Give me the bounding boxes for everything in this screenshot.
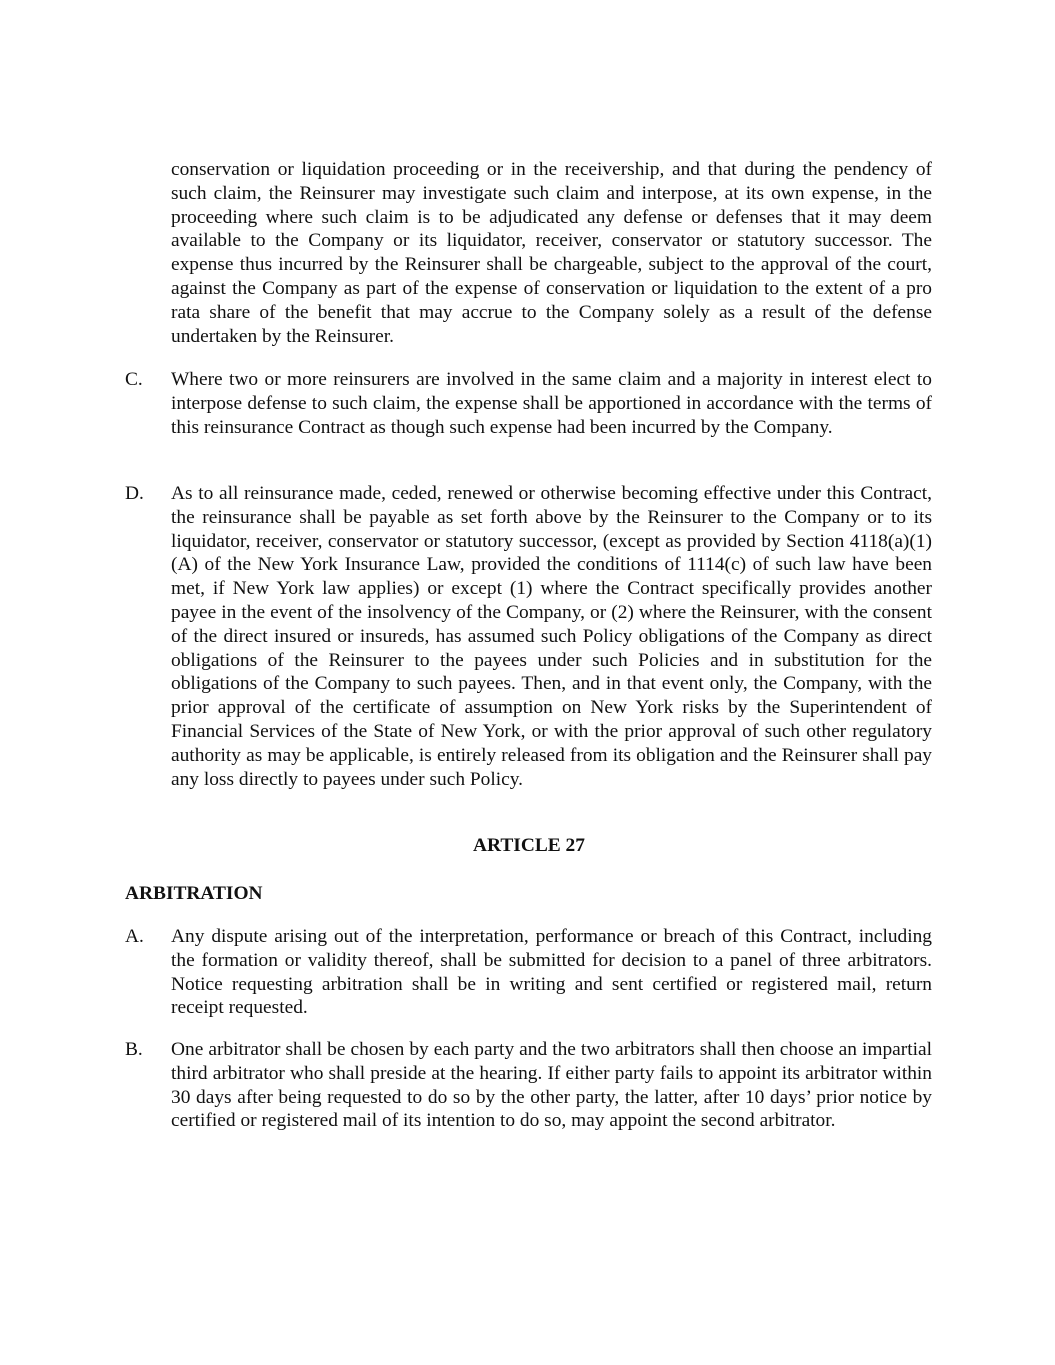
item-letter: B. bbox=[125, 1039, 143, 1060]
list-item-d bbox=[125, 482, 932, 791]
list-item-a bbox=[125, 925, 932, 1020]
article-title: ARBITRATION bbox=[125, 883, 263, 904]
list-item-c bbox=[125, 368, 932, 439]
item-letter: D. bbox=[125, 483, 144, 504]
item-letter: A. bbox=[125, 926, 144, 947]
continued-paragraph: conservation or liquidation proceeding or in the receivership, and that during the pendency of such claim, the Reinsurer may investigate such claim and interpose, at its own expense, in the proceeding where such claim is to be adjudicated any defense or defenses that it may deem available to the Company or its liquidator, receiver, conservator or statutory successor. The expense thus incurred by the Reinsurer shall be chargeable, subject to the approval of the court, against the Company as part of the expense of conservation or liquidation to the extent of a pro rata share of the benefit that may accrue to the Company solely as a result of the defense undertaken by the Reinsurer. bbox=[171, 159, 932, 347]
list-item-b bbox=[125, 1038, 932, 1133]
item-text: Any dispute arising out of the interpretation, performance or breach of this Contract, including the formation or validity thereof, shall be submitted for decision to a panel of three arbitrators. Notice requesting arbitration shall be in writing and sent certified or registered mail, return receipt requested. bbox=[171, 926, 932, 1019]
article-number: ARTICLE 27 bbox=[473, 835, 585, 856]
item-text: One arbitrator shall be chosen by each party and the two arbitrators shall then choose an impartial third arbitrator who shall preside at the hearing. If either party fails to appoint its arbitrator within 30 days after being requested to do so by the other party, the latter, after 10 days’ prior notice by certified or registered mail of its intention to do so, may appoint the second arbitrator. bbox=[171, 1039, 932, 1132]
item-text: Where two or more reinsurers are involved in the same claim and a majority in interest elect to interpose defense to such claim, the expense shall be apportioned in accordance with the terms of this reinsurance Contract as though such expense had been incurred by the Company. bbox=[171, 369, 932, 438]
item-text: As to all reinsurance made, ceded, renewed or otherwise becoming effective under this Contract, the reinsurance shall be payable as set forth above by the Reinsurer to the Company or to its liquidator, receiver, conservator or statutory successor, (except as provided by Section 4118(a)(1)(A) of the New York Insurance Law, provided the conditions of 1114(c) of such law have been met, if New York law applies) or except (1) where the Contract specifically provides another payee in the event of the insolvency of the Company, or (2) where the Reinsurer, with the consent of the direct insured or insureds, has assumed such Policy obligations of the Company as direct obligations of the Reinsurer to the payees under such Policies and in substitution for the obligations of the Company to such payees. Then, and in that event only, the Company, with the prior approval of the certificate of assumption on New York risks by the Superintendent of Financial Services of the State of New York, or with the prior approval of such other regulatory authority as may be applicable, is entirely released from its obligation and the Reinsurer shall pay any loss directly to payees under such Policy. bbox=[171, 483, 932, 790]
item-letter: C. bbox=[125, 369, 143, 390]
